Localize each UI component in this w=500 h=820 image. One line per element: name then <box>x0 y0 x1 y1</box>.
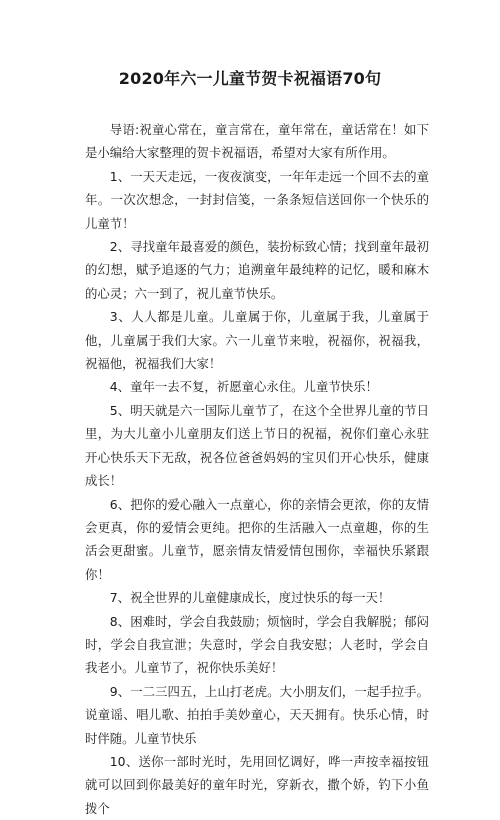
paragraph-10: 10、送你一部时光时，先用回忆调好，哗一声按幸福按钮就可以回到你最美好的童年时光，穿新衣，撒个娇，钓下小鱼拨个 <box>85 753 429 816</box>
paragraph-2: 2、寻找童年最喜爱的颜色，装扮标致心情；找到童年最初的幻想，赋予追逐的气力；追溯童年最纯粹的记忆，暖和麻木的心灵；六一到了，祝儿童节快乐。 <box>85 239 429 301</box>
paragraph-4: 4、童年一去不复，祈愿童心永住。儿童节快乐！ <box>109 379 378 395</box>
page-title: 2020年六一儿童节贺卡祝福语70句 <box>118 69 382 88</box>
paragraph-3: 3、人人都是儿童。儿童属于你，儿童属于我，儿童属于他，儿童属于我们大家。六一儿童节来啦，祝福你，祝福我，祝福他，祝福我们大家！ <box>85 309 429 372</box>
paragraph-8: 8、困难时，学会自我鼓励；烦恼时，学会自我解脱；郁闷时，学会自我宣泄；失意时，学会自我安慰；人老时，学会自我老小。儿童节了，祝你快乐美好！ <box>85 613 429 676</box>
paragraph-9: 9、一二三四五，上山打老虎。大小朋友们，一起手拉手。说童谣、唱儿歌、拍拍手美妙童心，天天拥有。快乐心情，时时伴随。儿童节快乐 <box>85 683 429 746</box>
paragraph-1: 1、一天天走远，一夜夜演变，一年年走远一个回不去的童年。一次次想念，一封封信笺，一条条短信送回你一个快乐的儿童节！ <box>85 168 429 231</box>
paragraph-6: 6、把你的爱心融入一点童心，你的亲情会更浓，你的友情会更真，你的爱情会更纯。把你的生活融入一点童趣，你的生活会更甜蜜。儿童节，愿亲情友情爱情包围你，幸福快乐紧跟你！ <box>85 496 429 582</box>
document-body <box>85 118 429 820</box>
paragraph-7: 7、祝全世界的儿童健康成长，度过快乐的每一天！ <box>109 590 391 606</box>
paragraph-intro: 导语:祝童心常在，童言常在，童年常在，童话常在！如下是小编给大家整理的贺卡祝福语，希望对大家有所作用。 <box>85 122 429 161</box>
paragraph-5: 5、明天就是六一国际儿童节了，在这个全世界儿童的节日里，为大儿童小儿童朋友们送上节日的祝福，祝你们童心永驻开心快乐天下无敌，祝各位爸爸妈妈的宝贝们开心快乐，健康成长！ <box>85 402 429 489</box>
